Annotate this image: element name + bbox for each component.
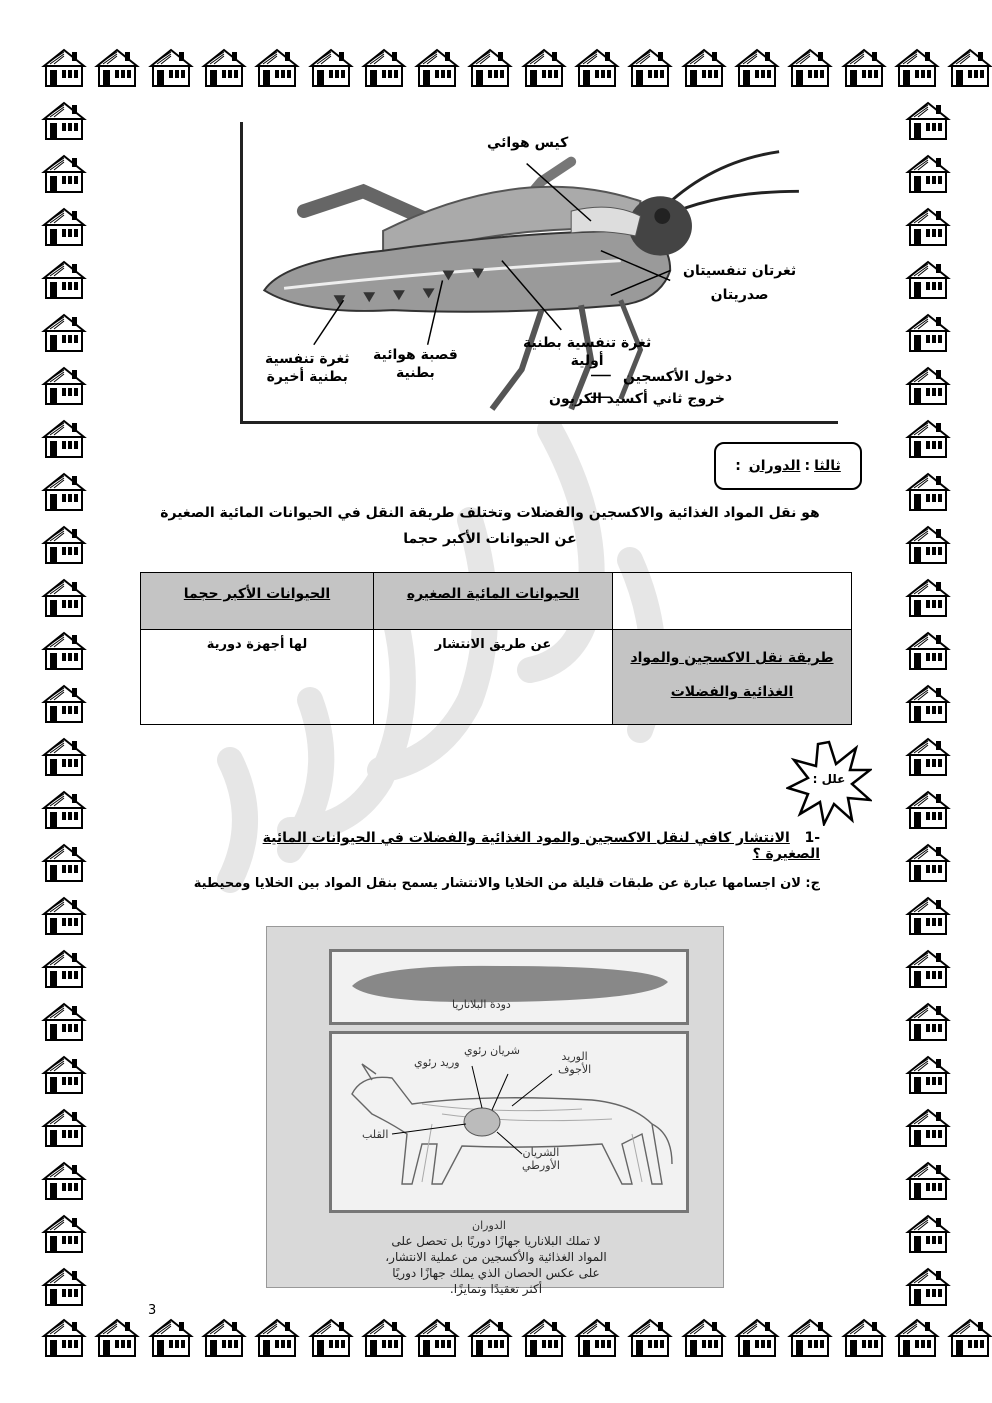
- label-last-spiracle-line1: ثغرة تنفسية: [265, 351, 350, 367]
- house-border-icon: [904, 896, 952, 936]
- house-border-icon: [40, 472, 88, 512]
- label-aorta-line2: الأورطي: [522, 1159, 560, 1172]
- answer-1: ج: لان اجسامها عبارة عن طبقات قليلة من الخلايا والانتشار يسمح بنقل المواد بين الخلايا ومحيطية: [193, 876, 820, 891]
- house-border-icon: [904, 1161, 952, 1201]
- section-title: الدوران: [748, 458, 801, 474]
- house-border-icon: [904, 684, 952, 724]
- house-border-icon: [40, 525, 88, 565]
- page-number: 3: [148, 1303, 157, 1318]
- house-border-icon: [253, 48, 301, 88]
- house-border-icon: [904, 1267, 952, 1307]
- house-border-icon: [786, 48, 834, 88]
- caption-line4: أكثر تعقيدًا وتمايزًا.: [449, 1282, 543, 1296]
- label-trachea-line1: قصبة هوائية: [373, 347, 458, 363]
- table-row: [141, 630, 852, 725]
- house-border-icon: [253, 1318, 301, 1358]
- house-border-icon: [40, 684, 88, 724]
- table-header-small: [374, 573, 613, 630]
- legend-co2-out: خروج ثاني أكسيد الكربون: [549, 391, 726, 407]
- house-border-icon: [93, 48, 141, 88]
- grasshopper-respiration-figure: [240, 122, 838, 424]
- house-border-icon: [893, 1318, 941, 1358]
- caption-line1: لا تملك البلاناريا جهازًا دوريًا بل تحصل على: [391, 1234, 601, 1248]
- house-border-icon: [904, 260, 952, 300]
- label-aorta: [522, 1146, 560, 1172]
- house-border-icon: [40, 631, 88, 671]
- house-border-icon: [904, 101, 952, 141]
- label-last-abdominal-spiracle: [265, 350, 350, 386]
- house-border-icon: [200, 1318, 248, 1358]
- house-border-icon: [40, 578, 88, 618]
- circulation-figure: [266, 926, 724, 1296]
- house-border-icon: [466, 48, 514, 88]
- house-border-icon: [466, 1318, 514, 1358]
- question-text: الانتشار كافي لنقل الاكسجين والمود الغذائية والفضلات في الحيوانات المائية الصغيرة ؟: [262, 830, 820, 862]
- comparison-table: [140, 572, 852, 725]
- question-number: -1: [804, 830, 820, 846]
- row-head-line1: طريقة نقل الاكسجين والمواد: [630, 650, 834, 666]
- house-border-icon: [40, 949, 88, 989]
- house-border-icon: [904, 737, 952, 777]
- label-pulmonary-artery: شريان رئوي: [464, 1044, 520, 1057]
- table-header-large: [141, 573, 374, 630]
- house-border-icon: [307, 48, 355, 88]
- house-border-icon: [904, 949, 952, 989]
- house-border-icon: [733, 1318, 781, 1358]
- row-head-text: [614, 631, 850, 709]
- section-trailing: :: [735, 458, 741, 474]
- table-cell-small: [374, 630, 613, 725]
- house-border-icon: [40, 790, 88, 830]
- house-border-icon: [904, 1055, 952, 1095]
- house-border-icon: [413, 1318, 461, 1358]
- house-border-icon: [40, 1161, 88, 1201]
- header-large-text: الحيوانات الأكبر حجما: [183, 586, 331, 602]
- planaria-drawing: [332, 952, 686, 1022]
- label-vena-cava-line1: الوريد: [561, 1050, 588, 1063]
- house-border-icon: [904, 1214, 952, 1254]
- house-border-icon: [40, 1108, 88, 1148]
- table-header-row: [141, 573, 852, 630]
- house-border-icon: [40, 366, 88, 406]
- cell-large-text: لها أجهزة دورية: [206, 637, 308, 652]
- house-border-icon: [904, 154, 952, 194]
- label-last-spiracle-line2: بطنية أخيرة: [266, 369, 348, 385]
- house-border-icon: [40, 1055, 88, 1095]
- house-border-icon: [360, 1318, 408, 1358]
- circulation-definition: هو نقل المواد الغذائية والاكسجين والفضلات وتختلف طريقة النقل في الحيوانات المائية الصغيرة عن الحيوانات الأكبر حجما: [160, 505, 820, 547]
- table-row-head: [613, 630, 852, 725]
- house-border-icon: [40, 1002, 88, 1042]
- house-border-icon: [904, 366, 952, 406]
- section-separator: :: [804, 458, 811, 474]
- label-vena-cava: [558, 1050, 591, 1076]
- house-border-icon: [360, 48, 408, 88]
- house-border-icon: [40, 260, 88, 300]
- figure2-caption: [287, 1233, 705, 1297]
- house-border-icon: [573, 48, 621, 88]
- figure2-title: الدوران: [472, 1219, 506, 1232]
- house-border-icon: [40, 737, 88, 777]
- label-vena-cava-line2: الأجوف: [558, 1063, 592, 1076]
- house-border-icon: [626, 1318, 674, 1358]
- row-head-line2: الغذائية والفضلات: [670, 684, 794, 700]
- label-thoracic-spiracles: [683, 262, 796, 304]
- house-border-icon: [413, 48, 461, 88]
- house-border-icon: [93, 1318, 141, 1358]
- house-border-icon: [40, 1318, 88, 1358]
- house-border-icon: [520, 48, 568, 88]
- label-heart: القلب: [362, 1128, 389, 1141]
- house-border-icon: [40, 313, 88, 353]
- label-air-sac: كيس هوائي: [487, 135, 569, 151]
- house-border-icon: [904, 313, 952, 353]
- house-border-icon: [904, 843, 952, 883]
- label-trachea-line2: بطنية: [395, 365, 435, 381]
- house-border-icon: [147, 1318, 195, 1358]
- label-aorta-line1: الشريان: [522, 1146, 560, 1159]
- header-small-text: الحيوانات المائية الصغيره: [406, 586, 580, 602]
- planaria-label: دودة البلاناريا: [452, 998, 511, 1011]
- house-border-icon: [904, 790, 952, 830]
- table-corner-cell: [613, 573, 852, 630]
- house-border-icon: [626, 48, 674, 88]
- house-border-icon: [904, 207, 952, 247]
- house-border-icon: [733, 48, 781, 88]
- house-border-icon: [40, 48, 88, 88]
- house-border-icon: [147, 48, 195, 88]
- label-abdominal-trachea: [373, 346, 458, 382]
- house-border-icon: [40, 1214, 88, 1254]
- house-border-icon: [786, 1318, 834, 1358]
- explain-label: علل :: [812, 772, 846, 786]
- house-border-icon: [904, 1108, 952, 1148]
- house-border-icon: [680, 48, 728, 88]
- house-border-icon: [946, 1318, 992, 1358]
- house-border-icon: [40, 207, 88, 247]
- house-border-icon: [307, 1318, 355, 1358]
- horse-drawing: [332, 1034, 686, 1210]
- house-border-icon: [40, 101, 88, 141]
- house-border-icon: [840, 1318, 888, 1358]
- house-border-icon: [904, 578, 952, 618]
- section-number: ثالثا: [814, 458, 841, 474]
- label-thoracic-spiracles-line1: ثغرتان تنفسيتان: [683, 263, 797, 279]
- cell-small-text: عن طريق الانتشار: [434, 637, 552, 652]
- horse-panel: [329, 1031, 689, 1213]
- caption-line2: المواد الغذائية والأكسجين من عملية الانتشار،: [385, 1250, 607, 1264]
- house-border-icon: [904, 419, 952, 459]
- house-border-icon: [904, 525, 952, 565]
- planaria-panel: [329, 949, 689, 1025]
- house-border-icon: [40, 419, 88, 459]
- house-border-icon: [840, 48, 888, 88]
- house-border-icon: [40, 154, 88, 194]
- label-pulmonary-vein: وريد رئوي: [414, 1056, 460, 1069]
- house-border-icon: [904, 631, 952, 671]
- house-border-icon: [680, 1318, 728, 1358]
- house-border-icon: [904, 472, 952, 512]
- house-border-icon: [573, 1318, 621, 1358]
- section-heading-box: [714, 442, 862, 490]
- house-border-icon: [893, 48, 941, 88]
- question-1: [220, 830, 820, 862]
- house-border-icon: [40, 843, 88, 883]
- table-cell-large: [141, 630, 374, 725]
- house-border-icon: [40, 1267, 88, 1307]
- house-border-icon: [946, 48, 992, 88]
- label-first-abdominal-spiracle: [523, 334, 651, 370]
- caption-line3: على عكس الحصان الذي يملك جهازًا دوريًا: [392, 1266, 600, 1280]
- house-border-icon: [40, 896, 88, 936]
- legend-oxygen-in: دخول الأكسجين: [623, 369, 733, 385]
- house-border-icon: [200, 48, 248, 88]
- label-first-spiracle-line2: أولية: [570, 353, 604, 369]
- house-border-icon: [520, 1318, 568, 1358]
- house-border-icon: [904, 1002, 952, 1042]
- label-first-spiracle-line1: ثغرة تنفسية بطنية: [523, 335, 652, 351]
- label-thoracic-spiracles-line2: صدريتان: [710, 287, 769, 303]
